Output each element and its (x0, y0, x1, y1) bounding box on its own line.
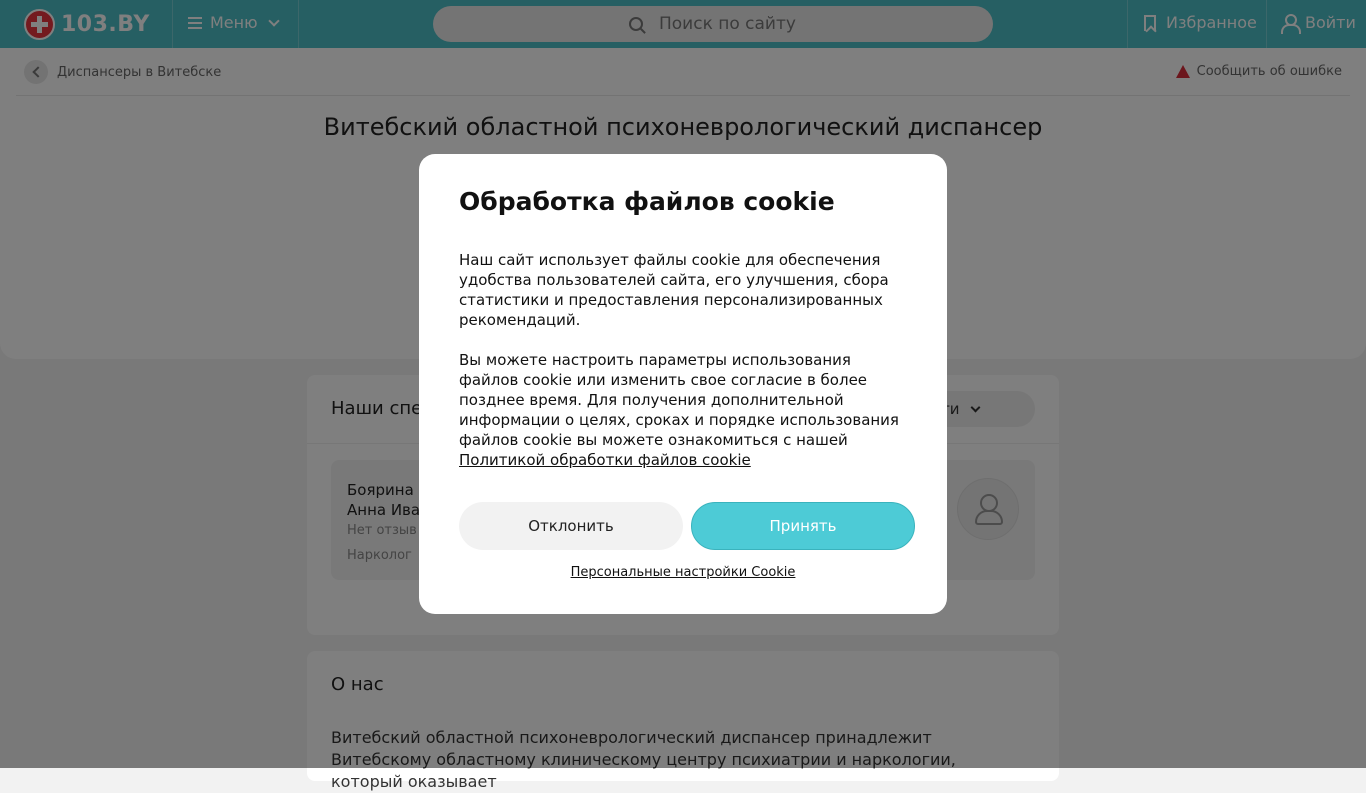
cookie-settings-link[interactable]: Персональные настройки Cookie (570, 565, 796, 580)
cookie-consent-dialog (419, 154, 947, 614)
about-text: который оказывает (331, 772, 497, 791)
cookie-dialog-paragraph: Наш сайт использует файлы cookie для обеспечения удобства пользователей сайта, его улучшения, сбора статистики и предоставления персонализированных рекомендаций. (459, 251, 889, 329)
accept-button[interactable]: Принять (691, 502, 915, 550)
cookie-dialog-title: Обработка файлов cookie (459, 187, 835, 216)
cookie-policy-link[interactable]: Политикой обработки файлов cookie (459, 451, 751, 469)
cookie-dialog-paragraph-text: Вы можете настроить параметры использования файлов cookie или изменить свое согласие в более позднее время. Для получения дополнительной информации о целях, сроках и порядке использования файлов cookie вы можете ознакомиться с нашей (459, 351, 899, 449)
decline-button[interactable]: Отклонить (459, 502, 683, 550)
cookie-dialog-paragraph (459, 350, 909, 470)
